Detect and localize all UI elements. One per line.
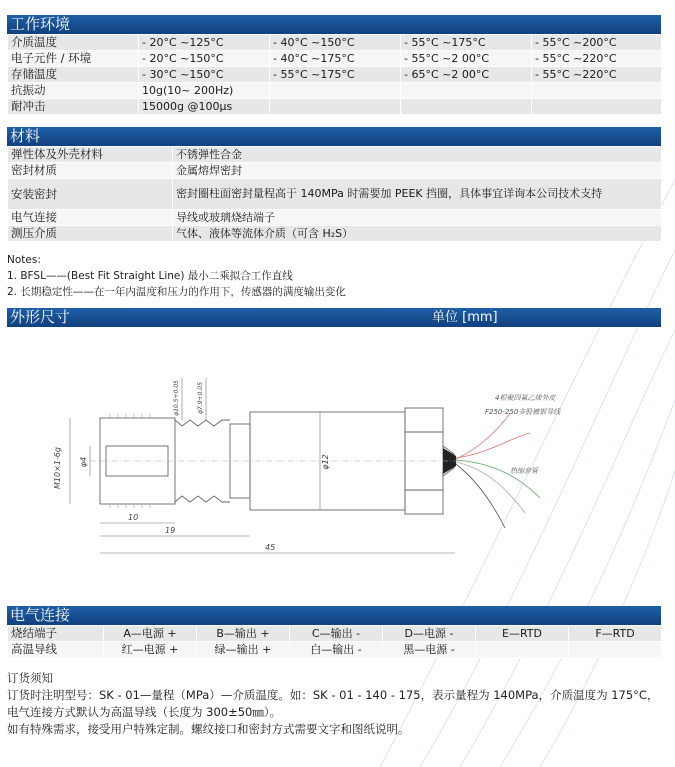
material-value: 密封圈柱面密封量程高于 140MPa 时需要加 PEEK 挡圈，具体事宜详询本公司技术支持 [173,179,662,210]
table-row [8,626,662,642]
env-cell: - 55°C ~175°C [401,35,532,51]
electrical-table [7,625,662,658]
order-line: 如有特殊需求，接受用户特殊定制。螺纹接口和密封方式需要文字和图纸说明。 [7,722,410,736]
env-cell: - 20°C ~125°C [139,35,270,51]
material-label: 电气连接 [8,210,173,226]
dim-groove2: φ7.9+0.05 [197,382,204,414]
env-cell: - 55°C ~175°C [270,67,401,83]
table-row [8,83,662,99]
elec-cell: F—RTD [569,626,662,642]
table-row [8,210,662,226]
env-cell: - 55°C ~200°C [532,35,662,51]
table-row [8,51,662,67]
materials-table [7,146,662,242]
material-value: 气体、液体等流体介质（可含 H₂S） [173,226,662,242]
dim-len45: 45 [265,543,276,552]
sleeve-note: 热缩套管 [510,467,538,475]
electrical-section-header [7,606,661,625]
elec-cell: 黑—电源 - [383,642,476,658]
table-row [8,226,662,242]
env-cell: - 65°C ~2 00°C [401,67,532,83]
env-cell: 15000g @100μs [139,99,270,115]
env-cell: 10g(10~ 200Hz) [139,83,270,99]
table-row [8,163,662,179]
notes [7,252,346,300]
env-cell: - 55°C ~220°C [532,51,662,67]
note-item: 1. BFSL——(Best Fit Straight Line) 最小二乘拟合工作直线 [7,270,293,282]
env-row-label: 耐冲击 [8,99,139,115]
elec-cell: 绿—输出 + [197,642,290,658]
env-cell: - 40°C ~175°C [270,51,401,67]
env-cell: - 55°C ~220°C [532,67,662,83]
table-row [8,642,662,658]
materials-title: 材料 [10,127,41,145]
env-cell [532,99,662,115]
env-section-header [7,15,661,34]
env-cell [532,83,662,99]
wire-spec: F250-250多股镀银导线 [485,408,561,416]
elec-cell: 红—电源 + [104,642,197,658]
material-label: 测压介质 [8,226,173,242]
elec-cell: E—RTD [476,626,569,642]
outline-drawing [10,358,600,568]
electrical-title: 电气连接 [10,606,71,624]
env-cell: - 55°C ~2 00°C [401,51,532,67]
elec-row-label: 高温导线 [8,642,104,658]
elec-cell: 白—输出 - [290,642,383,658]
dim-groove1: φ10.5+0.05 [173,380,180,416]
elec-cell: D—电源 - [383,626,476,642]
table-row [8,35,662,51]
dim-thread: M10×1-6g [53,447,62,489]
notes-heading: Notes: [7,254,41,266]
dim-bore: φ4 [79,456,88,468]
table-row [8,67,662,83]
env-row-label: 存储温度 [8,67,139,83]
order-title: 订货须知 [7,671,53,685]
table-row [8,147,662,163]
env-cell: - 20°C ~150°C [139,51,270,67]
wire-note: 4根聚四氟乙烯外皮 [495,394,556,402]
material-value: 不锈弹性合金 [173,147,662,163]
elec-cell: B—输出 + [197,626,290,642]
dimensions-section-header [7,308,661,327]
material-label: 弹性体及外壳材料 [8,147,173,163]
dimensions-title: 外形尺寸 [10,308,71,326]
env-cell: - 30°C ~150°C [139,67,270,83]
dim-body: φ12 [321,454,330,470]
elec-row-label: 烧结端子 [8,626,104,642]
materials-section-header [7,127,661,146]
elec-cell: C—输出 - [290,626,383,642]
elec-cell: A—电源 + [104,626,197,642]
table-row [8,99,662,115]
env-cell [270,99,401,115]
env-cell [270,83,401,99]
env-row-label: 电子元件 / 环境 [8,51,139,67]
material-value: 金属熔焊密封 [173,163,662,179]
env-row-label: 抗振动 [8,83,139,99]
unit-label: 单位 [mm] [432,310,498,325]
elec-cell [569,642,662,658]
env-cell [401,83,532,99]
order-line: 订货时注明型号：SK - 01—量程（MPa）—介质温度。如：SK - 01 - 140 - 175，表示量程为 140MPa，介质温度为 175°C，电气连接方式默认为高温导线（长度为 300±50㎜）。 [7,688,659,719]
order-notes [7,670,661,738]
material-value: 导线或玻璃烧结端子 [173,210,662,226]
env-title: 工作环境 [10,15,71,33]
note-item: 2. 长期稳定性——在一年内温度和压力的作用下，传感器的满度输出变化 [7,286,346,298]
elec-cell [476,642,569,658]
env-cell [401,99,532,115]
material-label: 安装密封 [8,179,173,210]
dim-len19: 19 [165,526,176,535]
table-row [8,179,662,210]
dim-len10: 10 [128,513,139,522]
material-label: 密封材质 [8,163,173,179]
env-row-label: 介质温度 [8,35,139,51]
env-cell: - 40°C ~150°C [270,35,401,51]
env-table [7,34,662,115]
